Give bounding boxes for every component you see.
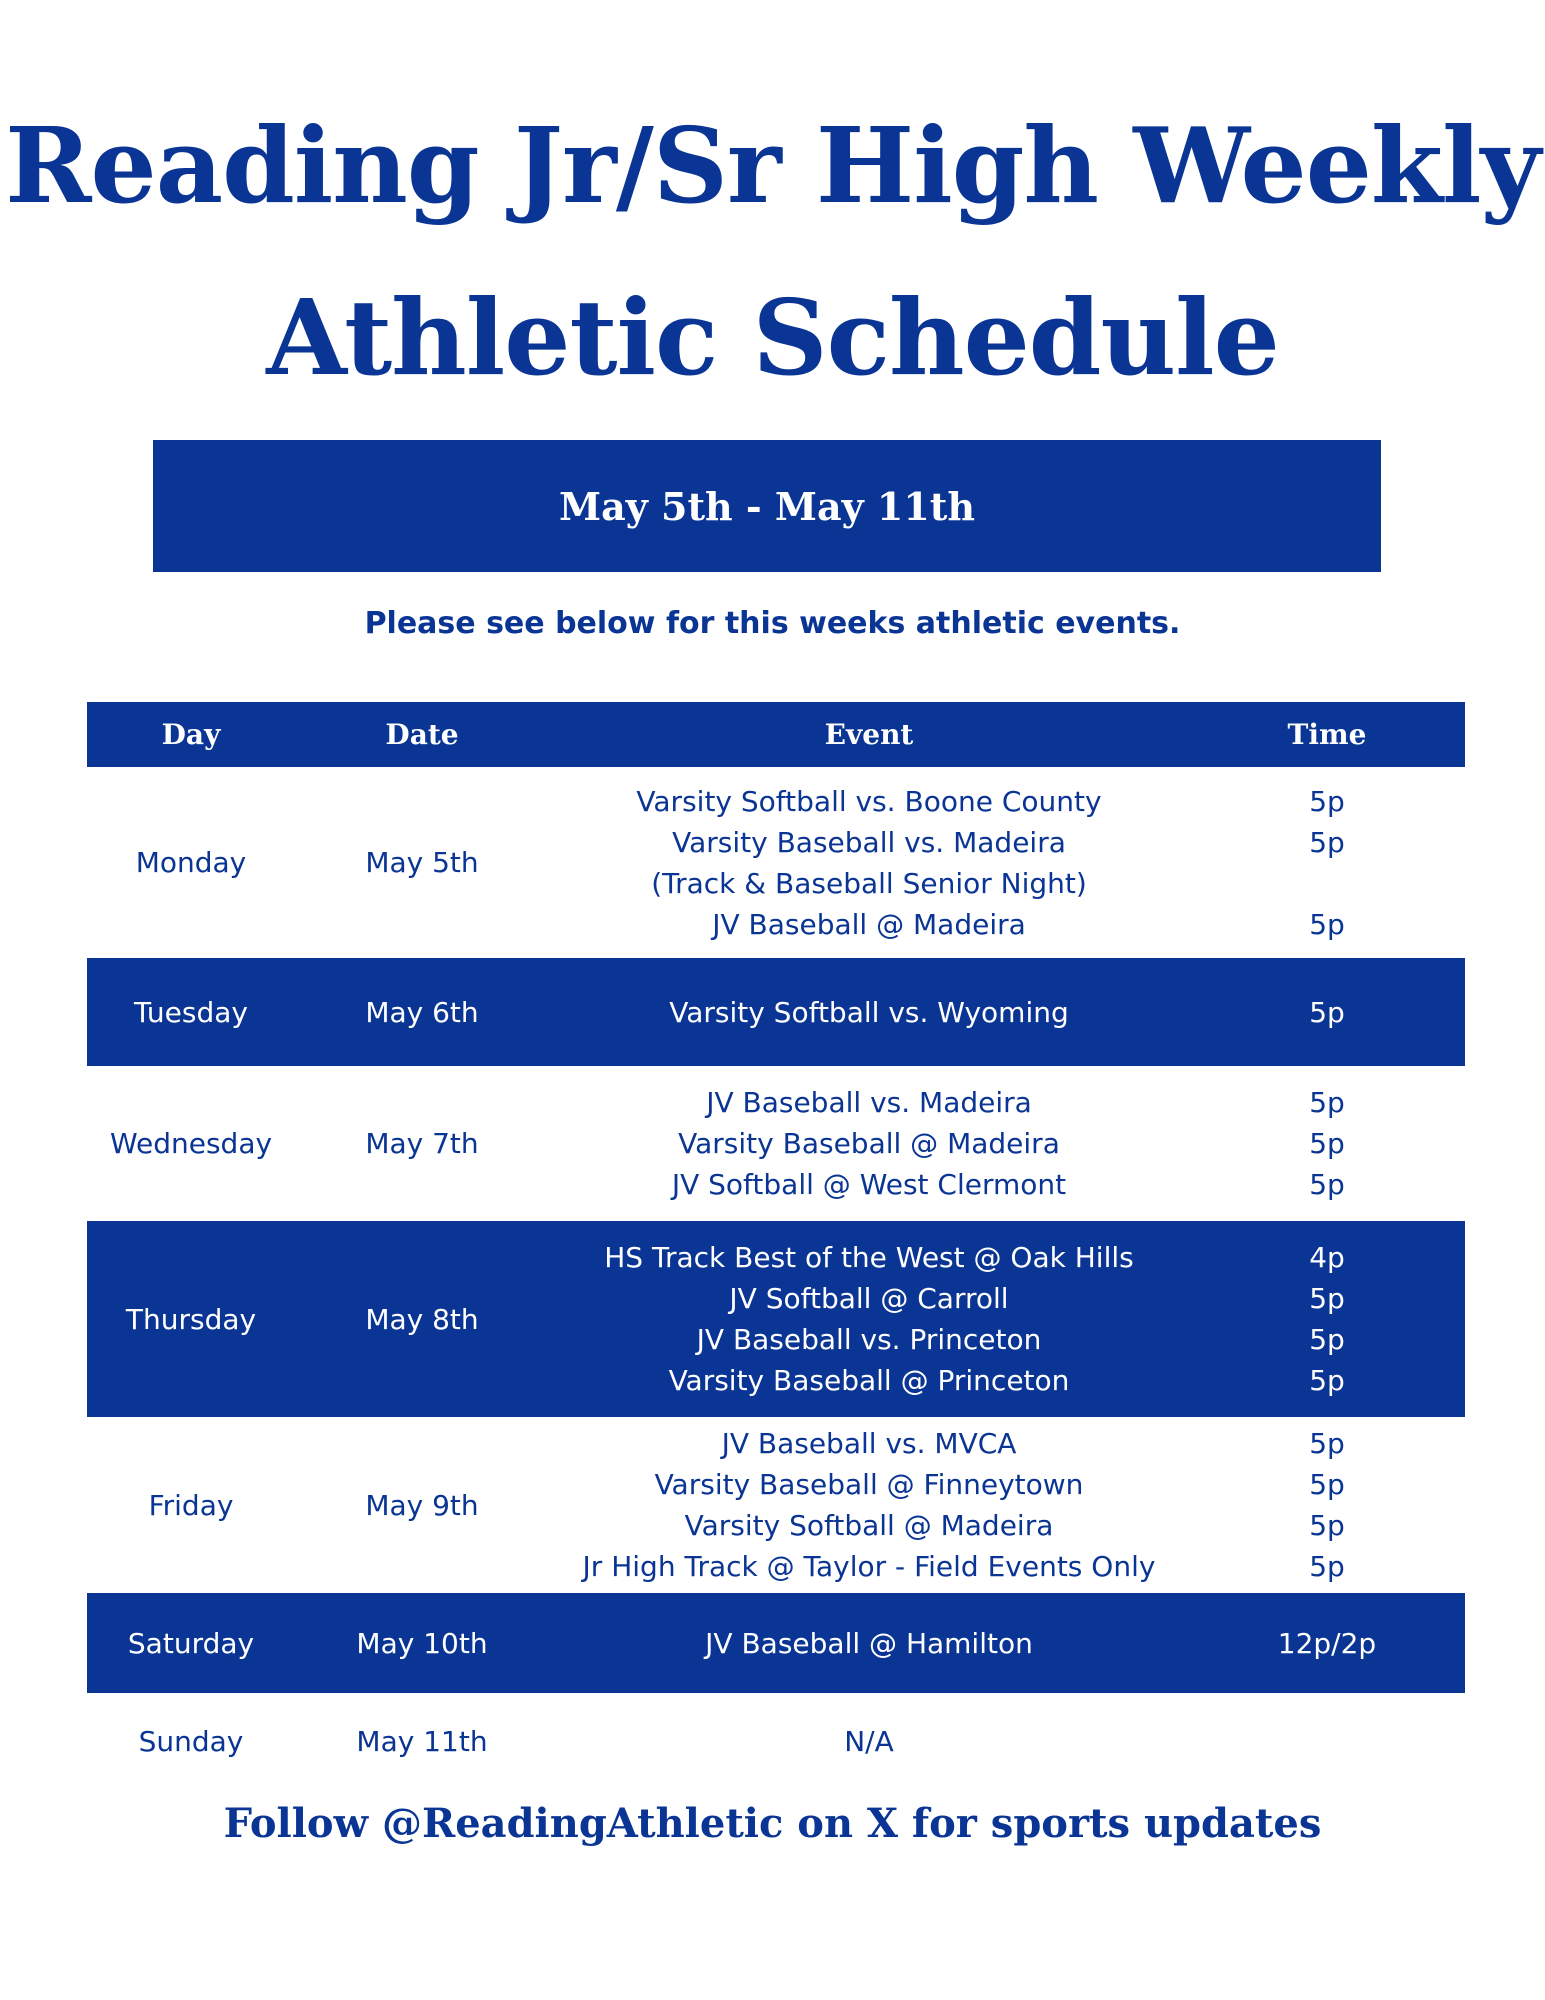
row-events xyxy=(549,1423,1189,1587)
row-day: Friday xyxy=(148,1488,234,1522)
event-item: JV Baseball vs. MVCA xyxy=(721,1427,1017,1460)
time-item xyxy=(1189,1721,1465,1762)
time-item: 5p xyxy=(1309,995,1345,1029)
row-times xyxy=(1189,1721,1465,1762)
row-day: Monday xyxy=(135,846,247,879)
table-row xyxy=(87,1693,1465,1789)
header-date: Date xyxy=(385,718,459,751)
event-item: JV Softball @ West Clermont xyxy=(671,1168,1067,1201)
table-row xyxy=(87,1593,1465,1693)
time-item: 5p xyxy=(1309,1427,1345,1460)
table-row xyxy=(87,767,1465,958)
row-date: May 9th xyxy=(365,1488,479,1522)
time-item: 5p xyxy=(1309,1086,1345,1119)
event-item: JV Softball @ Carroll xyxy=(729,1282,1009,1315)
time-item: 5p xyxy=(1309,1550,1345,1583)
row-events xyxy=(549,992,1189,1033)
footer-follow-note: Follow @ReadingAthletic on X for sports updates xyxy=(223,1800,1322,1847)
time-item: 5p xyxy=(1309,1468,1345,1501)
event-item: JV Baseball vs. Princeton xyxy=(696,1323,1042,1356)
row-events xyxy=(549,1623,1189,1664)
row-date: May 5th xyxy=(365,846,479,879)
time-item: 4p xyxy=(1309,1241,1345,1274)
row-day: Saturday xyxy=(127,1626,255,1660)
time-item xyxy=(1189,863,1465,904)
time-item: 5p xyxy=(1309,825,1345,859)
title-line-2: Athletic Schedule xyxy=(266,276,1279,399)
event-item: HS Track Best of the West @ Oak Hills xyxy=(604,1241,1134,1274)
row-day: Wednesday xyxy=(109,1127,273,1160)
table-row xyxy=(87,1417,1465,1593)
event-item: JV Baseball @ Madeira xyxy=(712,907,1026,941)
row-date: May 6th xyxy=(365,995,479,1029)
time-item: 5p xyxy=(1309,1509,1345,1542)
event-item: Varsity Baseball @ Princeton xyxy=(668,1364,1070,1397)
header-time: Time xyxy=(1287,718,1367,751)
event-item: N/A xyxy=(844,1724,894,1758)
event-item: Varsity Baseball @ Madeira xyxy=(678,1127,1060,1160)
row-date: May 8th xyxy=(365,1302,479,1336)
week-range-banner xyxy=(153,440,1381,572)
schedule-table xyxy=(87,702,1465,1789)
title-line-1: Reading Jr/Sr High Weekly xyxy=(5,104,1540,227)
row-day: Sunday xyxy=(138,1724,244,1758)
event-item: (Track & Baseball Senior Night) xyxy=(651,866,1087,900)
row-events xyxy=(549,781,1189,945)
row-day: Thursday xyxy=(125,1302,257,1336)
event-item: Varsity Baseball @ Finneytown xyxy=(654,1468,1084,1501)
row-date: May 7th xyxy=(365,1127,479,1160)
row-date: May 11th xyxy=(356,1724,488,1758)
time-item: 5p xyxy=(1309,1323,1345,1356)
header-event: Event xyxy=(824,718,914,751)
time-item: 5p xyxy=(1309,1364,1345,1397)
page-title xyxy=(0,80,1545,424)
row-times xyxy=(1189,1082,1465,1205)
row-events xyxy=(549,1721,1189,1762)
event-item: Varsity Softball @ Madeira xyxy=(684,1509,1054,1542)
row-date: May 10th xyxy=(356,1626,488,1660)
time-item: 5p xyxy=(1309,1127,1345,1160)
time-item: 5p xyxy=(1309,784,1345,818)
row-times xyxy=(1189,992,1465,1033)
table-row xyxy=(87,958,1465,1066)
event-item: JV Baseball @ Hamilton xyxy=(705,1626,1033,1660)
table-row xyxy=(87,1066,1465,1221)
row-times xyxy=(1189,781,1465,945)
week-range: May 5th - May 11th xyxy=(559,483,975,529)
header-day: Day xyxy=(161,718,221,751)
event-item: JV Baseball vs. Madeira xyxy=(706,1086,1032,1119)
row-times xyxy=(1189,1623,1465,1664)
table-row xyxy=(87,1221,1465,1417)
event-item: Varsity Softball vs. Wyoming xyxy=(669,995,1069,1029)
event-item: Varsity Softball vs. Boone County xyxy=(636,784,1102,818)
time-item: 5p xyxy=(1309,907,1345,941)
time-item: 5p xyxy=(1309,1282,1345,1315)
row-times xyxy=(1189,1237,1465,1401)
time-item: 12p/2p xyxy=(1277,1626,1377,1660)
event-item: Jr High Track @ Taylor - Field Events Only xyxy=(582,1550,1156,1583)
row-day: Tuesday xyxy=(134,995,248,1029)
time-item: 5p xyxy=(1309,1168,1345,1201)
row-events xyxy=(549,1237,1189,1401)
table-header xyxy=(87,702,1465,767)
event-item: Varsity Baseball vs. Madeira xyxy=(672,825,1066,859)
row-events xyxy=(549,1082,1189,1205)
subtitle: Please see below for this weeks athletic events. xyxy=(364,606,1181,641)
row-times xyxy=(1189,1423,1465,1587)
